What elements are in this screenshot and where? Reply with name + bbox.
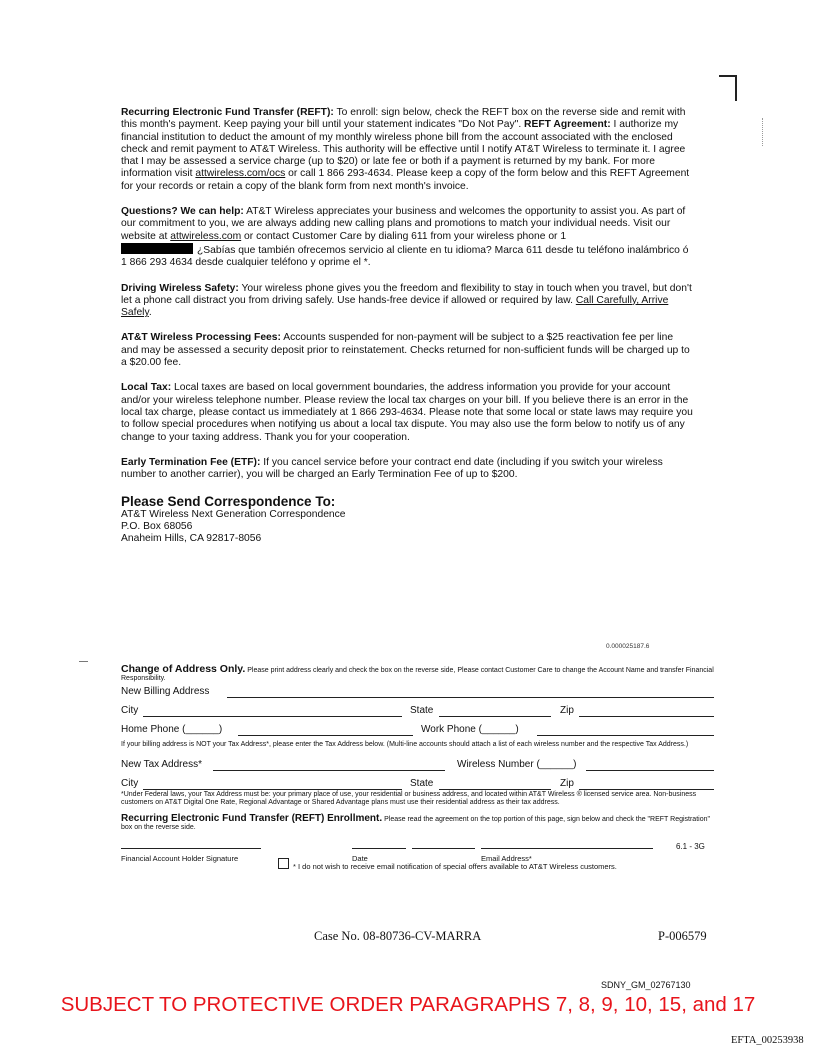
corner-crop-mark — [719, 75, 737, 101]
correspondence-line: Anaheim Hills, CA 92817-8056 — [121, 533, 262, 545]
zip-field[interactable] — [579, 716, 714, 717]
etf-section: Early Termination Fee (ETF): If you cancel service before your contract end date (including if you switch your wireless number to another carrier), you will be charged an Early Termination Fee of up to $200. — [121, 456, 663, 481]
city-state-zip-row: City State Zip — [121, 705, 714, 721]
tax-city-field[interactable] — [143, 789, 402, 790]
email-optout-checkbox[interactable] — [278, 858, 289, 869]
billing-note: If your billing address is NOT your Tax Address*, please enter the Tax Address below. (Multi-line accounts should attach a list of each wireless number and the respective Tax Address.) — [121, 741, 689, 748]
work-phone-field[interactable] — [537, 735, 714, 736]
bates-number: SDNY_GM_02767130 — [601, 980, 691, 990]
reference-number: 0.000025187.6 — [606, 643, 650, 650]
tax-city-state-zip-row: City State Zip — [121, 778, 714, 794]
phone-row: Home Phone (______) Work Phone (______) — [121, 724, 714, 740]
wireless-number-field[interactable] — [586, 770, 714, 771]
tax-section: Local Tax: Local taxes are based on local government boundaries, the address information you provide for your account and/or your wireless telephone number. Please review the local tax charges on your bill. If you believe there is an error in the local tax charge, please contact us immediately at 1 866 293-4634. Please note that some local or state laws may require you to follow special procedures when notifying us about a local tax dispute. You may also use the form below to notify us of any change to your taxing address. Thank you for your cooperation. — [121, 382, 693, 443]
state-field[interactable] — [439, 716, 551, 717]
tax-zip-field[interactable] — [579, 789, 714, 790]
form-version: 6.1 - 3G — [676, 842, 705, 851]
tax-address-field[interactable] — [213, 770, 445, 771]
fees-section: AT&T Wireless Processing Fees: Accounts suspended for non-payment will be subject to a $25 reactivation fee per line and may be assessed a security deposit prior to reinstatement. Checks returned for non-sufficient funds will be charged up to a $20.00 fee. — [121, 332, 690, 369]
efta-number: EFTA_00253938 — [731, 1035, 804, 1046]
form-header: Change of Address Only. Please print address clearly and check the box on the reverse side, Please contact Customer Care to change the Account Name and transfer Financial Responsibility. — [121, 663, 714, 682]
billing-address-field[interactable] — [227, 697, 714, 698]
reft-section: Recurring Electronic Fund Transfer (REFT): To enroll: sign below, check the REFT box on the reverse side and remit with this month's payment. Keep paying your bill until your statement indicates "Do Not Pay". REFT Agreement: I authorize my financial institution to deduct the amount of my monthly wireless phone bill from the account associated with the enclosed check and remit payment to AT&T Wireless. This authority will be effective until I notify AT&T Wireless to terminate it. I agree that I may be assessed a service charge (up to $20) or late fee or both if a payment is returned by my bank. For more information visit attwireless.com/ocs or call 1 866 293-4634. Please keep a copy of the form below and this REFT Agreement for your records or retain a copy of the blank form from next month's invoice. — [121, 107, 690, 192]
correspondence-section — [121, 494, 693, 545]
tax-address-row: New Tax Address* Wireless Number (______) — [121, 759, 714, 775]
protective-order-stamp: SUBJECT TO PROTECTIVE ORDER PARAGRAPHS 7, 8, 9, 10, 15, and 17 — [60, 993, 756, 1016]
reft-enrollment-header: Recurring Electronic Fund Transfer (REFT) Enrollment. Please read the agreement on the top portion of this page, sign below and check the "REFT Registration" box on the reverse side. — [121, 813, 710, 831]
billing-address-row: New Billing Address — [121, 686, 714, 702]
correspondence-line: AT&T Wireless Next Generation Correspondence — [121, 509, 346, 521]
correspondence-title: Please Send Correspondence To: — [121, 494, 336, 510]
home-phone-field[interactable] — [238, 735, 413, 736]
city-field[interactable] — [143, 716, 402, 717]
tax-note: *Under Federal laws, your Tax Address must be: your primary place of use, your residential or business address, and located within AT&T Wireless ® licensed service area. Non-business customers on AT&T Digital One Rate, Regional Advantage or Shared Advantage plans must use their residential address as their tax address. — [121, 791, 697, 806]
scan-mark — [79, 661, 88, 662]
scan-speck — [762, 118, 764, 146]
email-optout-label: * I do not wish to receive email notification of special offers available to AT&T Wireless customers. — [293, 862, 617, 871]
reft-info-link[interactable]: attwireless.com/ocs — [195, 168, 286, 180]
date-field-2[interactable] — [412, 848, 475, 849]
website-link[interactable]: attwireless.com — [170, 230, 242, 242]
safety-section: Driving Wireless Safety: Your wireless phone gives you the freedom and flexibility to stay in touch when you travel, but don't let a phone call distract you from driving safely. Use hands-free device if allowed or required by law. Call Carefully, Arrive Safely. — [121, 282, 692, 319]
change-of-address-form — [121, 665, 714, 876]
redaction-box — [121, 243, 193, 254]
questions-section: Questions? We can help: AT&T Wireless appreciates your business and welcomes the opportunity to assist you. As part of our commitment to you, we are always adding new calling plans and promotions to match your individual needs. Visit our website at attwireless.com or contact Customer Care by dialing 611 from your wireless phone or 1 ¿Sabías que también ofrecemos servicio al cliente en tu idioma? Marca 611 desde tu teléfono inalámbrico ó 1 866 293 4634 desde cualquier teléfono y oprime el *. — [121, 206, 689, 269]
page-number: P-006579 — [658, 929, 707, 943]
signature-field[interactable] — [121, 848, 261, 849]
tax-state-field[interactable] — [439, 789, 551, 790]
email-field[interactable] — [481, 848, 653, 849]
signature-area: 6.1 - 3G Financial Account Holder Signature Date Email Address* * I do not wish to receive email notification of special offers available to AT&T Wireless customers. — [121, 842, 705, 871]
date-field-1[interactable] — [352, 848, 406, 849]
invoice-back-text — [121, 107, 693, 545]
correspondence-line: P.O. Box 68056 — [121, 521, 193, 533]
case-number: Case No. 08-80736-CV-MARRA — [314, 929, 482, 943]
